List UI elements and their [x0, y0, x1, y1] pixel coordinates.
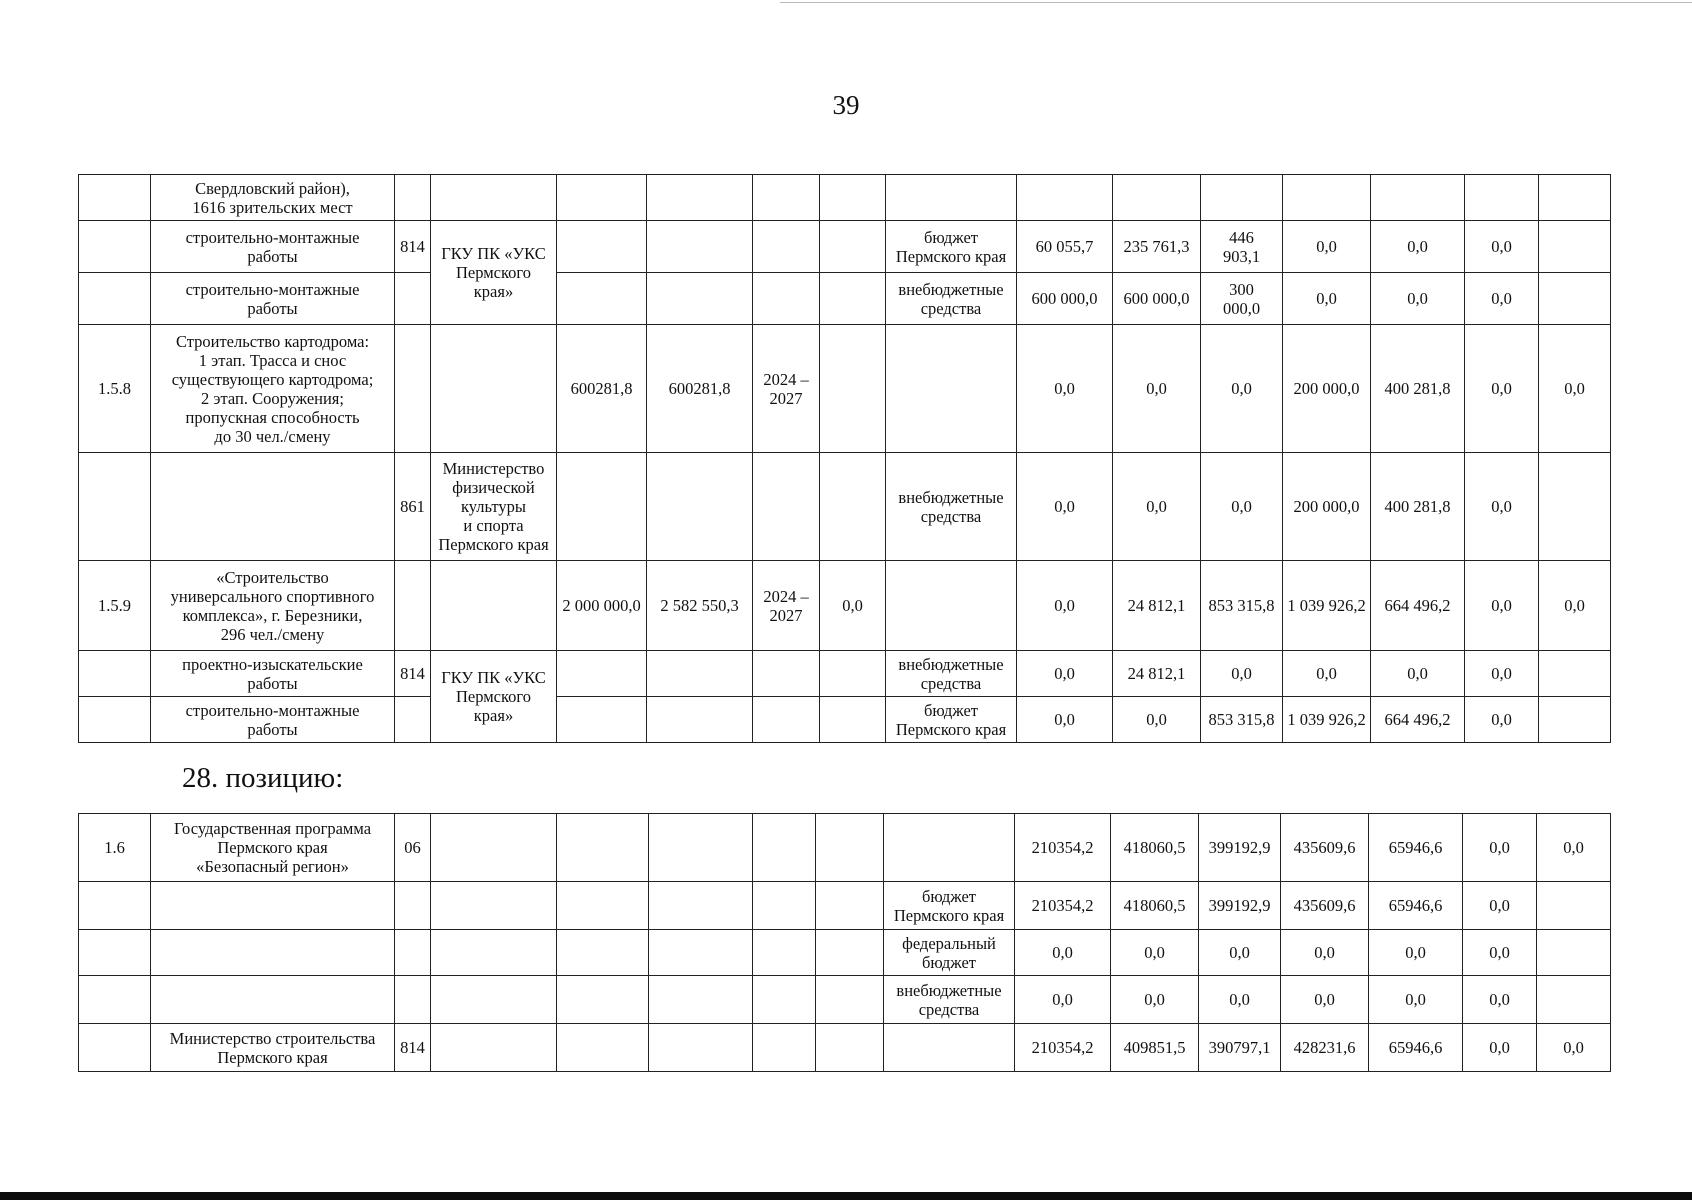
row-number-cell	[79, 651, 151, 697]
prior-funding-cell	[820, 453, 886, 561]
item-name-cell: строительно-монтажные работы	[151, 273, 395, 325]
total-cost-cell	[647, 221, 753, 273]
year-value-cell: 0,0	[1201, 325, 1283, 453]
year-value-cell: 65946,6	[1369, 1024, 1463, 1072]
row-number-cell	[79, 930, 151, 976]
estimated-cost-cell: 2 000 000,0	[557, 561, 647, 651]
period-cell	[753, 930, 816, 976]
item-name-cell: строительно-монтажные работы	[151, 697, 395, 743]
estimated-cost-cell	[557, 930, 649, 976]
year-value-cell: 399192,9	[1199, 814, 1281, 882]
row-number-cell: 1.5.8	[79, 325, 151, 453]
total-cost-cell	[649, 1024, 753, 1072]
year-value-cell: 0,0	[1465, 697, 1539, 743]
table-row	[79, 976, 1611, 1024]
estimated-cost-cell	[557, 221, 647, 273]
table-row	[79, 697, 1611, 743]
year-value-cell	[1539, 453, 1611, 561]
funding-source-cell	[884, 814, 1015, 882]
year-value-cell: 0,0	[1371, 651, 1465, 697]
table-row	[79, 561, 1611, 651]
row-number-cell	[79, 221, 151, 273]
admin-code-cell	[395, 175, 431, 221]
year-value-cell: 600 000,0	[1017, 273, 1113, 325]
funding-source-cell: внебюджетные средства	[884, 976, 1015, 1024]
item-name-cell: Строительство картодрома: 1 этап. Трасса и снос существующего картодрома; 2 этап. Сооружения; пропускная способность до 30 чел./смену	[151, 325, 395, 453]
year-value-cell	[1017, 175, 1113, 221]
year-value-cell: 0,0	[1463, 814, 1537, 882]
year-value-cell: 200 000,0	[1283, 325, 1371, 453]
item-name-cell	[151, 976, 395, 1024]
prior-funding-cell	[816, 930, 884, 976]
total-cost-cell	[647, 175, 753, 221]
admin-code-cell	[395, 697, 431, 743]
row-number-cell	[79, 976, 151, 1024]
prior-funding-cell	[816, 976, 884, 1024]
funding-source-cell: бюджет Пермского края	[886, 221, 1017, 273]
prior-funding-cell	[820, 175, 886, 221]
year-value-cell: 0,0	[1017, 325, 1113, 453]
year-value-cell: 0,0	[1111, 930, 1199, 976]
period-cell: 2024 – 2027	[753, 325, 820, 453]
admin-code-cell	[395, 930, 431, 976]
period-cell: 2024 – 2027	[753, 561, 820, 651]
year-value-cell: 0,0	[1283, 221, 1371, 273]
year-value-cell: 0,0	[1017, 697, 1113, 743]
year-value-cell: 0,0	[1015, 976, 1111, 1024]
year-value-cell: 210354,2	[1015, 882, 1111, 930]
table-row	[79, 273, 1611, 325]
funding-source-cell	[886, 325, 1017, 453]
year-value-cell: 0,0	[1465, 453, 1539, 561]
item-name-cell: Свердловский район), 1616 зрительских мест	[151, 175, 395, 221]
year-value-cell: 0,0	[1463, 1024, 1537, 1072]
estimated-cost-cell	[557, 697, 647, 743]
year-value-cell	[1539, 651, 1611, 697]
table-row	[79, 453, 1611, 561]
prior-funding-cell: 0,0	[820, 561, 886, 651]
total-cost-cell	[647, 697, 753, 743]
executor-cell: ГКУ ПК «УКС Пермского края»	[431, 651, 557, 743]
table-row	[79, 325, 1611, 453]
year-value-cell	[1537, 930, 1611, 976]
year-value-cell: 0,0	[1201, 651, 1283, 697]
funding-source-cell	[884, 1024, 1015, 1072]
row-number-cell: 1.5.9	[79, 561, 151, 651]
estimated-cost-cell	[557, 651, 647, 697]
estimated-cost-cell	[557, 814, 649, 882]
executor-cell	[431, 930, 557, 976]
year-value-cell: 0,0	[1537, 1024, 1611, 1072]
admin-code-cell	[395, 325, 431, 453]
year-value-cell: 0,0	[1539, 561, 1611, 651]
year-value-cell: 0,0	[1369, 976, 1463, 1024]
funding-source-cell	[886, 175, 1017, 221]
year-value-cell: 399192,9	[1199, 882, 1281, 930]
year-value-cell: 0,0	[1539, 325, 1611, 453]
prior-funding-cell	[820, 697, 886, 743]
total-cost-cell: 2 582 550,3	[647, 561, 753, 651]
year-value-cell: 0,0	[1199, 930, 1281, 976]
table-row	[79, 651, 1611, 697]
year-value-cell: 390797,1	[1199, 1024, 1281, 1072]
row-number-cell	[79, 453, 151, 561]
year-value-cell: 0,0	[1537, 814, 1611, 882]
year-value-cell: 210354,2	[1015, 814, 1111, 882]
year-value-cell: 235 761,3	[1113, 221, 1201, 273]
admin-code-cell: 814	[395, 651, 431, 697]
year-value-cell: 210354,2	[1015, 1024, 1111, 1072]
estimated-cost-cell	[557, 453, 647, 561]
page-number: 39	[832, 90, 860, 120]
period-cell	[753, 1024, 816, 1072]
total-cost-cell	[649, 976, 753, 1024]
total-cost-cell	[647, 273, 753, 325]
year-value-cell: 60 055,7	[1017, 221, 1113, 273]
year-value-cell	[1539, 175, 1611, 221]
prior-funding-cell	[820, 651, 886, 697]
admin-code-cell: 06	[395, 814, 431, 882]
year-value-cell: 0,0	[1113, 325, 1201, 453]
year-value-cell: 0,0	[1465, 221, 1539, 273]
year-value-cell: 0,0	[1463, 930, 1537, 976]
year-value-cell: 0,0	[1113, 453, 1201, 561]
year-value-cell: 24 812,1	[1113, 651, 1201, 697]
item-name-cell: строительно-монтажные работы	[151, 221, 395, 273]
total-cost-cell	[649, 930, 753, 976]
admin-code-cell	[395, 882, 431, 930]
year-value-cell: 664 496,2	[1371, 697, 1465, 743]
year-value-cell: 435609,6	[1281, 814, 1369, 882]
executor-cell	[431, 882, 557, 930]
year-value-cell: 400 281,8	[1371, 453, 1465, 561]
year-value-cell: 0,0	[1465, 651, 1539, 697]
year-value-cell	[1201, 175, 1283, 221]
year-value-cell: 24 812,1	[1113, 561, 1201, 651]
admin-code-cell: 814	[395, 1024, 431, 1072]
funding-source-cell: внебюджетные средства	[886, 651, 1017, 697]
item-name-cell: Государственная программа Пермского края «Безопасный регион»	[151, 814, 395, 882]
admin-code-cell	[395, 561, 431, 651]
item-name-cell	[151, 453, 395, 561]
year-value-cell: 0,0	[1463, 976, 1537, 1024]
year-value-cell: 0,0	[1281, 930, 1369, 976]
prior-funding-cell	[820, 273, 886, 325]
year-value-cell: 0,0	[1371, 221, 1465, 273]
year-value-cell: 65946,6	[1369, 814, 1463, 882]
period-cell	[753, 273, 820, 325]
bottom-scan-edge	[0, 1192, 1692, 1200]
total-cost-cell	[647, 651, 753, 697]
year-value-cell: 664 496,2	[1371, 561, 1465, 651]
executor-cell: Министерство физической культуры и спорта Пермского края	[431, 453, 557, 561]
period-cell	[753, 976, 816, 1024]
year-value-cell: 0,0	[1465, 325, 1539, 453]
row-number-cell: 1.6	[79, 814, 151, 882]
year-value-cell: 446 903,1	[1201, 221, 1283, 273]
table-row	[79, 175, 1611, 221]
year-value-cell: 200 000,0	[1283, 453, 1371, 561]
period-cell	[753, 814, 816, 882]
top-scan-rule	[780, 2, 1692, 3]
budget-table-continued	[78, 174, 1611, 743]
prior-funding-cell	[816, 814, 884, 882]
table-row	[79, 221, 1611, 273]
year-value-cell	[1539, 273, 1611, 325]
year-value-cell: 418060,5	[1111, 814, 1199, 882]
year-value-cell: 0,0	[1111, 976, 1199, 1024]
funding-source-cell: федеральный бюджет	[884, 930, 1015, 976]
year-value-cell: 0,0	[1369, 930, 1463, 976]
funding-source-cell: внебюджетные средства	[886, 453, 1017, 561]
period-cell	[753, 651, 820, 697]
year-value-cell: 1 039 926,2	[1283, 697, 1371, 743]
table-row	[79, 882, 1611, 930]
year-value-cell	[1539, 221, 1611, 273]
table-row	[79, 814, 1611, 882]
row-number-cell	[79, 273, 151, 325]
estimated-cost-cell	[557, 273, 647, 325]
admin-code-cell: 814	[395, 221, 431, 273]
funding-source-cell: бюджет Пермского края	[884, 882, 1015, 930]
year-value-cell: 853 315,8	[1201, 561, 1283, 651]
row-number-cell	[79, 882, 151, 930]
table-row	[79, 930, 1611, 976]
executor-cell: ГКУ ПК «УКС Пермского края»	[431, 221, 557, 325]
row-number-cell	[79, 697, 151, 743]
year-value-cell: 0,0	[1283, 651, 1371, 697]
executor-cell	[431, 814, 557, 882]
year-value-cell	[1537, 882, 1611, 930]
year-value-cell: 409851,5	[1111, 1024, 1199, 1072]
admin-code-cell: 861	[395, 453, 431, 561]
period-cell	[753, 697, 820, 743]
row-number-cell	[79, 175, 151, 221]
year-value-cell: 428231,6	[1281, 1024, 1369, 1072]
executor-cell	[431, 1024, 557, 1072]
year-value-cell: 0,0	[1371, 273, 1465, 325]
period-cell	[753, 221, 820, 273]
year-value-cell: 0,0	[1465, 561, 1539, 651]
executor-cell	[431, 976, 557, 1024]
period-cell	[753, 175, 820, 221]
estimated-cost-cell: 600281,8	[557, 325, 647, 453]
executor-cell	[431, 325, 557, 453]
prior-funding-cell	[816, 1024, 884, 1072]
admin-code-cell	[395, 273, 431, 325]
total-cost-cell	[649, 882, 753, 930]
table-row	[79, 1024, 1611, 1072]
year-value-cell: 400 281,8	[1371, 325, 1465, 453]
year-value-cell: 0,0	[1463, 882, 1537, 930]
item-name-cell	[151, 930, 395, 976]
year-value-cell: 0,0	[1465, 273, 1539, 325]
year-value-cell: 0,0	[1017, 651, 1113, 697]
total-cost-cell	[649, 814, 753, 882]
row-number-cell	[79, 1024, 151, 1072]
year-value-cell	[1113, 175, 1201, 221]
year-value-cell	[1539, 697, 1611, 743]
estimated-cost-cell	[557, 175, 647, 221]
estimated-cost-cell	[557, 976, 649, 1024]
year-value-cell: 0,0	[1199, 976, 1281, 1024]
year-value-cell: 435609,6	[1281, 882, 1369, 930]
executor-cell	[431, 175, 557, 221]
year-value-cell: 0,0	[1201, 453, 1283, 561]
year-value-cell: 0,0	[1017, 561, 1113, 651]
year-value-cell: 600 000,0	[1113, 273, 1201, 325]
year-value-cell: 1 039 926,2	[1283, 561, 1371, 651]
estimated-cost-cell	[557, 1024, 649, 1072]
item-name-cell: проектно-изыскательские работы	[151, 651, 395, 697]
funding-source-cell: бюджет Пермского края	[886, 697, 1017, 743]
prior-funding-cell	[820, 325, 886, 453]
section-heading: 28. позицию:	[182, 762, 344, 794]
year-value-cell	[1465, 175, 1539, 221]
total-cost-cell: 600281,8	[647, 325, 753, 453]
year-value-cell: 418060,5	[1111, 882, 1199, 930]
executor-cell	[431, 561, 557, 651]
prior-funding-cell	[820, 221, 886, 273]
year-value-cell	[1371, 175, 1465, 221]
year-value-cell: 0,0	[1113, 697, 1201, 743]
year-value-cell: 0,0	[1283, 273, 1371, 325]
item-name-cell: «Строительство универсального спортивного комплекса», г. Березники, 296 чел./смену	[151, 561, 395, 651]
period-cell	[753, 453, 820, 561]
period-cell	[753, 882, 816, 930]
item-name-cell: Министерство строительства Пермского края	[151, 1024, 395, 1072]
year-value-cell: 853 315,8	[1201, 697, 1283, 743]
funding-source-cell	[886, 561, 1017, 651]
year-value-cell	[1283, 175, 1371, 221]
year-value-cell: 300 000,0	[1201, 273, 1283, 325]
admin-code-cell	[395, 976, 431, 1024]
budget-table-position-28	[78, 813, 1611, 1072]
year-value-cell: 0,0	[1015, 930, 1111, 976]
prior-funding-cell	[816, 882, 884, 930]
year-value-cell	[1537, 976, 1611, 1024]
year-value-cell: 65946,6	[1369, 882, 1463, 930]
funding-source-cell: внебюджетные средства	[886, 273, 1017, 325]
item-name-cell	[151, 882, 395, 930]
total-cost-cell	[647, 453, 753, 561]
year-value-cell: 0,0	[1017, 453, 1113, 561]
year-value-cell: 0,0	[1281, 976, 1369, 1024]
estimated-cost-cell	[557, 882, 649, 930]
